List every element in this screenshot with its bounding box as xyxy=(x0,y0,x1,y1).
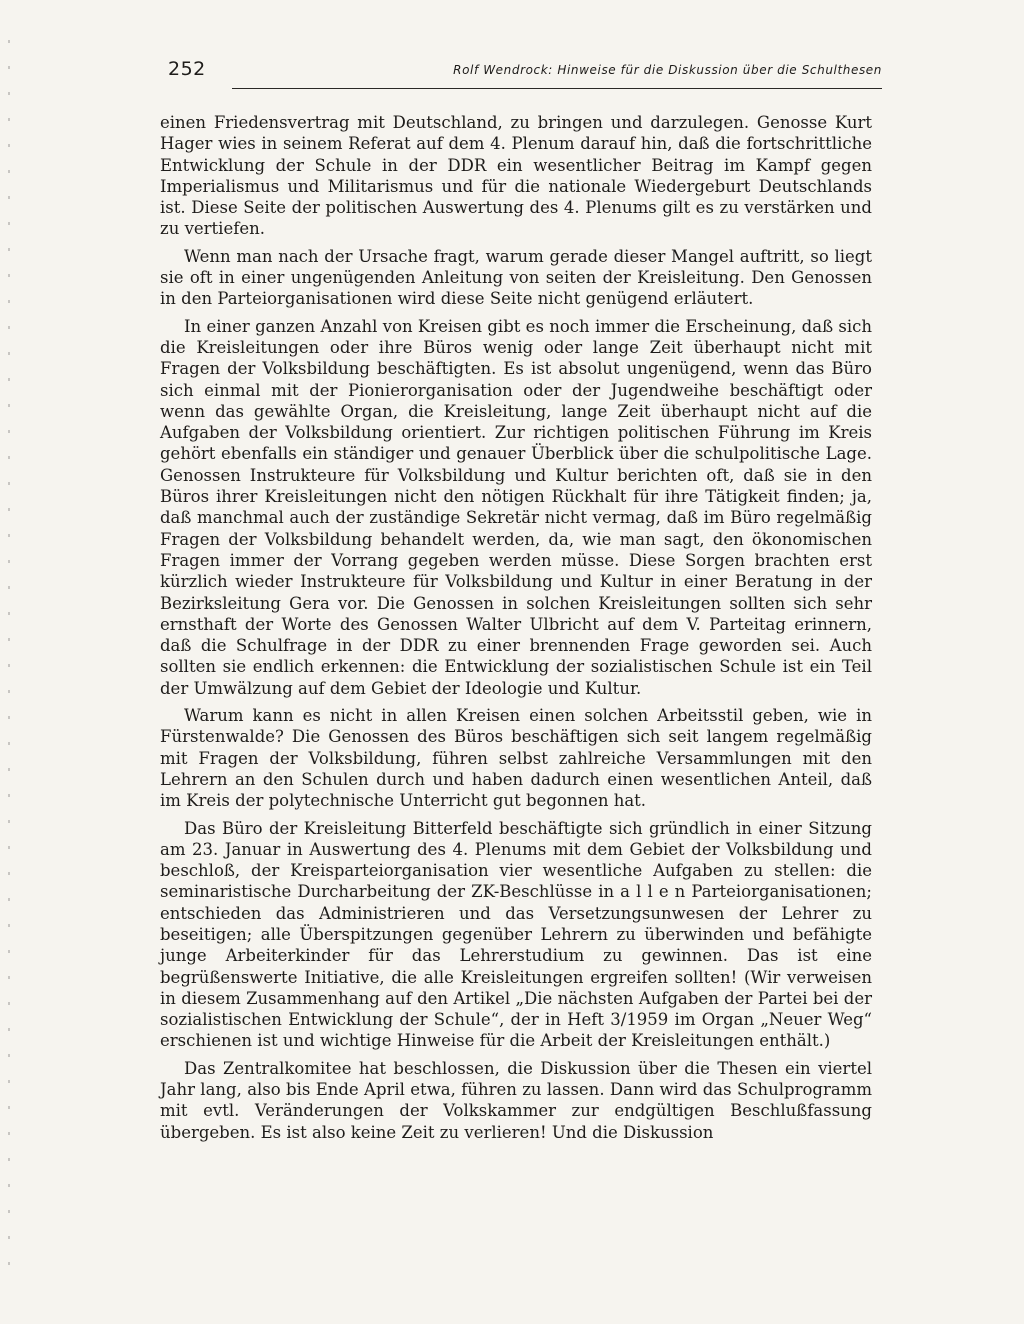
paragraph-3: In einer ganzen Anzahl von Kreisen gibt es noch immer die Erscheinung, daß sich die Kreisleitungen oder ihre Büros wenig oder lange Zeit überhaupt nicht mit Fragen der Volksbildung beschäftigten. Es ist absolut ungenügend, wenn das Büro sich einmal mit der Pionierorganisation oder der Jugendweihe beschäftigt oder wenn das gewählte Organ, die Kreisleitung, lange Zeit überhaupt nicht auf die Aufgaben der Volksbildung orientiert. Zur richtigen politischen Führung im Kreis gehört ebenfalls ein ständiger und genauer Überblick über die schulpolitische Lage. Genossen Instrukteure für Volksbildung und Kultur berichten oft, daß sie in den Büros ihrer Kreisleitungen nicht den nötigen Rückhalt für ihre Tätigkeit finden; ja, daß manchmal auch der zuständige Sekretär nicht vermag, daß im Büro regelmäßig Fragen der Volksbildung behandelt werden, da, wie man sagt, den ökonomischen Fragen immer der Vorrang gegeben werden müsse. Diese Sorgen brachten erst kürzlich wieder Instrukteure für Volksbildung und Kultur in einer Beratung in der Bezirksleitung Gera vor. Die Genossen in solchen Kreisleitungen sollten sich sehr ernsthaft der Worte des Genossen Walter Ulbricht auf dem V. Parteitag erinnern, daß die Schulfrage in der DDR zu einer brennenden Frage geworden sei. Auch sollten sie endlich erkennen: die Entwicklung der sozialistischen Schule ist ein Teil der Umwälzung auf dem Gebiet der Ideologie und Kultur. xyxy=(160,316,872,698)
paragraph-4: Warum kann es nicht in allen Kreisen einen solchen Arbeitsstil geben, wie in Fürstenwalde? Die Genossen des Büros beschäftigen sich seit langem regelmäßig mit Fragen der Volksbildung, führen selbst zahlreiche Versammlungen mit den Lehrern an den Schulen durch und haben dadurch einen wesentlichen Anteil, daß im Kreis der polytechnische Unterricht gut begonnen hat. xyxy=(160,706,872,811)
paragraph-6: Das Zentralkomitee hat beschlossen, die Diskussion über die Thesen ein viertel Jahr lang, also bis Ende April etwa, führen zu lassen. Dann wird das Schulprogramm mit evtl. Veränderungen der Volkskammer zur endgültigen Beschlußfassung übergeben. Es ist also keine Zeit zu verlieren! Und die Diskussion xyxy=(160,1058,872,1142)
running-title: Rolf Wendrock: Hinweise für die Diskussion über die Schulthesen xyxy=(453,63,882,77)
paragraph-1: einen Friedensvertrag mit Deutschland, zu bringen und darzulegen. Genosse Kurt Hager wies in seinem Referat auf dem 4. Plenum darauf hin, daß die fortschrittliche Entwicklung der Schule in der DDR ein wesentlicher Beitrag im Kampf gegen Imperialismus und Militarismus und für die nationale Wiedergeburt Deutschlands ist. Diese Seite der politischen Auswertung des 4. Plenums gilt es zu verstärken und zu vertiefen. xyxy=(160,113,872,239)
header-rule xyxy=(232,88,882,89)
paragraph-5: Das Büro der Kreisleitung Bitterfeld beschäftigte sich gründlich in einer Sitzung am 23. Januar in Auswertung des 4. Plenums mit dem Gebiet der Volksbildung und beschloß, der Kreisparteiorganisation vier wesentliche Aufgaben zu stellen: die seminaristische Durcharbeitung der ZK-Beschlüsse in a l l e n Parteiorganisationen; entschieden das Administrieren und das Versetzungsunwesen der Lehrer zu beseitigen; alle Überspitzungen gegenüber Lehrern zu überwinden und befähigte junge Arbeiterkinder für das Lehrerstudium zu gewinnen. Das ist eine begrüßenswerte Initiative, die alle Kreisleitungen ergreifen sollten! (Wir verweisen in diesem Zusammenhang auf den Artikel „Die nächsten Aufgaben der Partei bei der sozialistischen Entwicklung der Schule“, der in Heft 3/1959 im Organ „Neuer Weg“ erschienen ist und wichtige Hinweise für die Arbeit der Kreisleitungen enthält.) xyxy=(160,818,872,1051)
paragraph-2: Wenn man nach der Ursache fragt, warum gerade dieser Mangel auftritt, so liegt sie oft in einer ungenügenden Anleitung von seiten der Kreisleitung. Den Genossen in den Parteiorganisationen wird diese Seite nicht genügend erläutert. xyxy=(160,246,872,309)
scan-gutter-marks xyxy=(8,40,10,1280)
page-number: 252 xyxy=(168,58,206,80)
page-header xyxy=(160,52,882,92)
body-text xyxy=(160,112,872,1143)
